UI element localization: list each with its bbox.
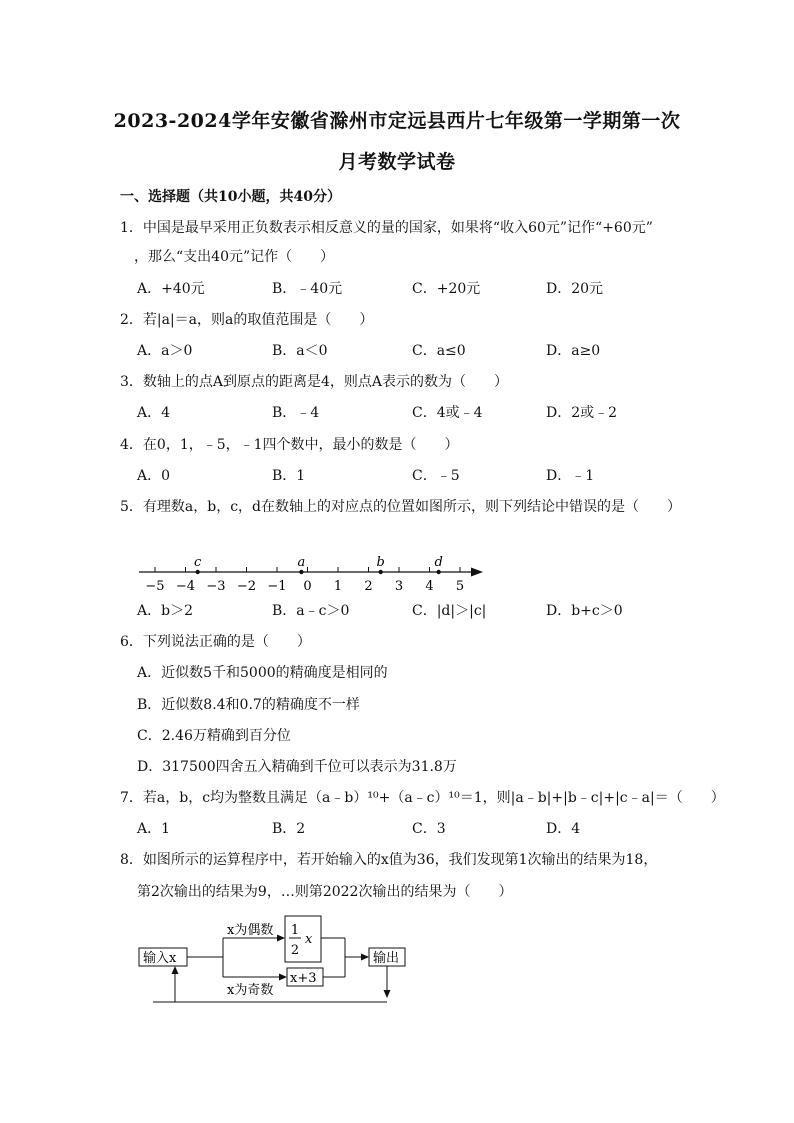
q4-option-a: A．0 [137,468,171,484]
flowchart-figure [135,910,435,1010]
q3-option-c: C．4或﹣4 [412,405,483,421]
number-line-point-label-d: d [434,555,443,570]
q2-option-a: A．a＞0 [137,343,193,359]
q5-option-d: D．b+c＞0 [546,603,623,619]
number-line-tick-label: −2 [236,579,257,594]
number-line-arrow-icon [471,568,483,577]
q2-option-b: B．a＜0 [272,343,328,359]
number-line-point-label-b: b [376,555,385,570]
q6-option-a: A．近似数5千和5000的精确度是相同的 [137,665,388,681]
q6-option-b: B．近似数8.4和0.7的精确度不一样 [137,697,360,713]
q2-option-d: D．a≥0 [546,343,601,359]
number-line-figure [135,552,495,598]
q7-option-b: B．2 [272,821,306,837]
plus3-label: x+3 [290,971,317,986]
even-label: x为偶数 [227,923,274,938]
half-denominator: 2 [290,943,300,958]
output-label: 输出 [373,951,400,966]
q3-option-b: B．﹣4 [272,405,320,421]
half-variable: x [305,932,313,947]
q4-option-b: B．1 [272,468,306,484]
page-title-line1: 2023-2024学年安徽省滁州市定远县西片七年级第一学期第一次 [113,110,681,132]
number-line-tick-label: −1 [267,579,287,594]
arrow-right-icon [277,935,285,942]
q3-option-a: A．4 [137,405,171,421]
q2-line1: 2．若|a|＝a，则a的取值范围是（ ） [120,312,374,328]
q1-option-a: A．+40元 [137,281,205,297]
q5-option-c: C．|d|＞|c| [412,603,487,619]
half-numerator: 1 [290,923,300,938]
q3-line1: 3．数轴上的点A到原点的距离是4，则点A表示的数为（ ） [120,374,509,390]
q6-option-c: C．2.46万精确到百分位 [137,728,291,744]
q7-option-d: D．4 [546,821,581,837]
odd-label: x为奇数 [227,983,274,998]
number-line-tick-label: 4 [425,579,434,594]
number-line-point-c [196,570,200,574]
number-line-tick-label: −3 [206,579,226,594]
q1-option-c: C．+20元 [412,281,481,297]
q1-option-b: B．﹣40元 [272,281,343,297]
number-line-tick-label: 5 [455,579,465,594]
q6-option-d: D．317500四舍五入精确到千位可以表示为31.8万 [137,759,457,775]
q1-option-d: D．20元 [546,281,604,297]
q5-line1: 5．有理数a，b，c，d在数轴上的对应点的位置如图所示，则下列结论中错误的是（ ） [120,499,682,515]
q8-line2: 第2次输出的结果为9，…则第2022次输出的结果为（ ） [137,884,513,900]
q1-line1: 1．中国是最早采用正负数表示相反意义的量的国家，如果将“收入60元”记作“+60元” [120,220,653,236]
q4-option-d: D．﹣1 [546,468,595,484]
q6-line1: 6．下列说法正确的是（ ） [120,634,311,650]
number-line-tick-label: 1 [333,579,343,594]
q7-option-a: A．1 [137,821,171,837]
q5-option-a: A．b＞2 [137,603,193,619]
q2-option-c: C．a≤0 [412,343,466,359]
arrow-down-icon [384,990,391,998]
page-title-line2: 月考数学试卷 [338,151,456,173]
number-line-point-b [379,570,383,574]
number-line-tick-label: 0 [303,579,312,594]
q7-option-c: C．3 [412,821,446,837]
q5-option-b: B．a﹣c＞0 [272,603,350,619]
q8-line1: 8．如图所示的运算程序中，若开始输入的x值为36，我们发现第1次输出的结果为18， [120,852,658,868]
q3-option-d: D．2或﹣2 [546,405,618,421]
q1-line2: ，那么“支出40元”记作（ ） [134,249,335,265]
q4-option-c: C．﹣5 [412,468,460,484]
number-line-point-label-c: c [194,555,202,570]
arrow-right-icon [361,954,369,961]
q4-line1: 4．在0，1，﹣5，﹣1四个数中，最小的数是（ ） [120,437,459,453]
number-line-point-d [436,570,440,574]
number-line-tick-label: 3 [394,579,404,594]
arrow-right-icon [279,974,287,981]
input-label: 输入x [143,951,177,966]
number-line-tick-label: −4 [175,579,196,594]
arrow-up-icon [172,966,179,974]
number-line-point-a [299,570,303,574]
number-line-tick-label: −5 [145,579,165,594]
number-line-tick-label: 2 [364,579,373,594]
number-line-point-label-a: a [297,555,306,570]
section-heading: 一、选择题（共10小题，共40分） [120,189,341,205]
q7-line1: 7．若a，b，c均为整数且满足（a﹣b）¹⁰+（a﹣c）¹⁰＝1，则|a﹣b|+|b﹣c|+|c﹣a|＝（ ） [120,790,725,806]
